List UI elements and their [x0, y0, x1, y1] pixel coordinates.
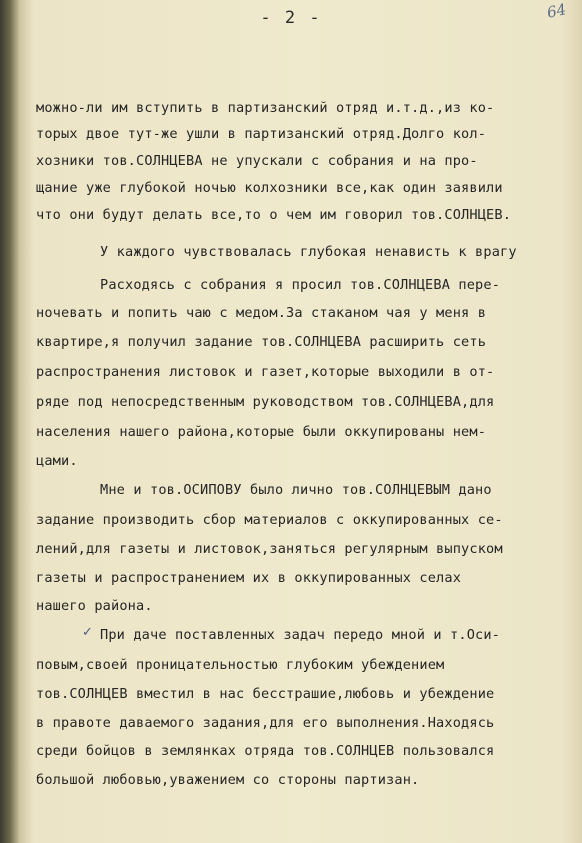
- text-line: газеты и распространением их в оккупированных селах: [36, 570, 462, 586]
- text-line: нашего района.: [36, 598, 153, 614]
- text-line: торых двое тут-же ушли в партизанский отряд.Долго кол-: [36, 126, 487, 142]
- text-line: У каждого чувствовалась глубокая ненависть к врагу: [100, 244, 517, 260]
- text-line: Расходясь с собрания я просил тов.СОЛНЦЕВА пере-: [100, 277, 501, 293]
- text-line: лений,для газеты и листовок,заняться регулярным выпуском: [36, 541, 503, 557]
- text-line: населения нашего района,которые были оккупированы нем-: [36, 424, 487, 440]
- text-line: ночевать и попить чаю с медом.За стаканом чая у меня в: [36, 305, 487, 321]
- text-line: повым,своей проницательностью глубоким убеждением: [36, 657, 445, 673]
- text-line: щание уже глубокой ночью колхозники все,как один заявили: [36, 180, 503, 196]
- text-line: задание производить сбор материалов с оккупированных се-: [36, 512, 503, 528]
- text-line: Мне и тов.ОСИПОВУ было лично тов.СОЛНЦЕВЫМ дано: [100, 482, 492, 498]
- archive-page-mark: 64: [545, 0, 568, 22]
- text-line: цами.: [36, 453, 78, 469]
- text-line: квартире,я получил задание тов.СОЛНЦЕВА расширить сеть: [36, 334, 487, 350]
- text-line: хозники тов.СОЛНЦЕВА не упускали с собрания и на про-: [36, 153, 478, 169]
- text-line: можно-ли им вступить в партизанский отряд и.т.д.,из ко-: [36, 100, 495, 116]
- text-line: тов.СОЛНЦЕВ вместил в нас бесстрашие,любовь и убеждение: [36, 686, 495, 702]
- text-line: среди бойцов в землянках отряда тов.СОЛНЦЕВ пользовался: [36, 743, 495, 759]
- margin-check-mark: ✓: [82, 625, 93, 640]
- page-number: - 2 -: [260, 8, 322, 28]
- text-line: в правоте даваемого задания,для его выполнения.Находясь: [36, 715, 495, 731]
- text-line: большой любовью,уважением со стороны партизан.: [36, 772, 420, 788]
- text-line: ряде под непосредственным руководством тов.СОЛНЦЕВА,для: [36, 394, 495, 410]
- text-line: что они будут делать все,то о чем им говорил тов.СОЛНЦЕВ.: [36, 207, 512, 223]
- text-line: При даче поставленных задач передо мной и т.Оси-: [100, 627, 501, 643]
- text-line: распространения листовок и газет,которые выходили в от-: [36, 364, 495, 380]
